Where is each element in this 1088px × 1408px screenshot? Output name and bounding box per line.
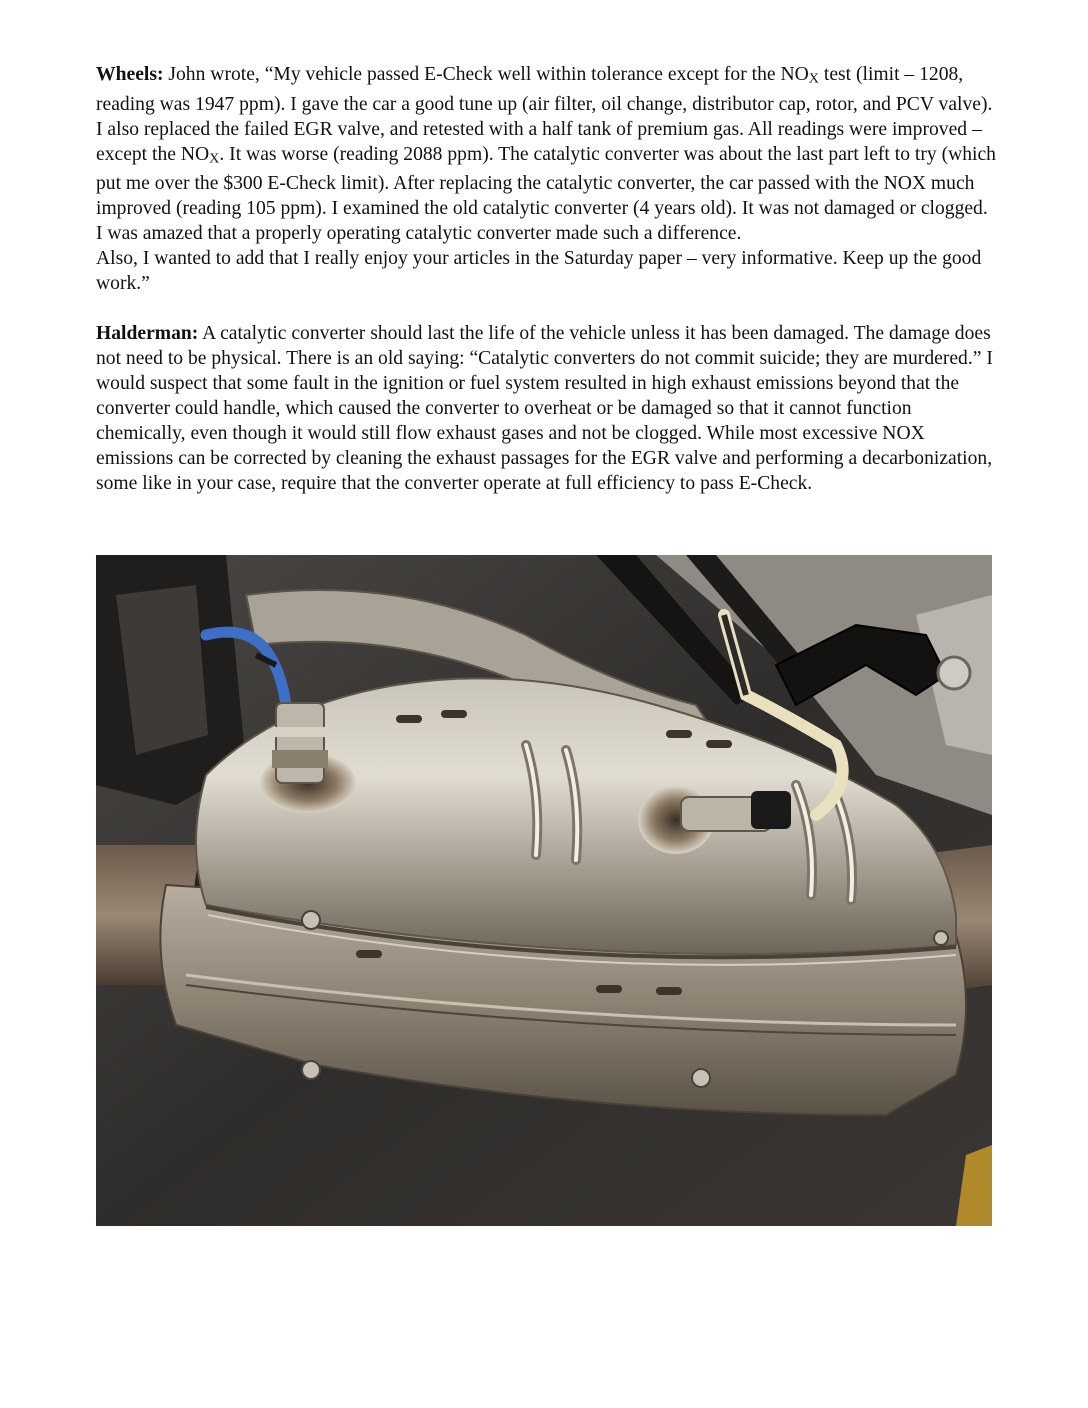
paragraph-gap: [96, 296, 996, 321]
halderman-speaker-label: Halderman:: [96, 323, 199, 345]
nox-subscript-2: X: [209, 150, 220, 167]
wheels-text-part-2: test (limit – 1208, reading was 1947 ppm). I gave the car a good tune up (air filter, oil change, distributor cap, rotor, and PCV valve). I also replaced the failed EGR valve, and retested with a half tank of premium gas. All readings were improved – except the NO: [96, 64, 993, 165]
halderman-paragraph: [96, 321, 996, 496]
wheels-text-part-3: . It was worse (reading 2088 ppm). The catalytic converter was about the last part left to try (which put me over the $300 E-Check limit). After replacing the catalytic converter, the car passed with the NOX much improved (reading 105 ppm). I examined the old catalytic converter (4 years old). It was not damaged or clogged. I was amazed that a properly operating catalytic converter made such a difference.: [96, 143, 996, 245]
halderman-text: A catalytic converter should last the life of the vehicle unless it has been damaged. The damage does not need to be physical. There is an old saying: “Catalytic converters do not commit suicide; they are murdered.” I would suspect that some fault in the ignition or fuel system resulted in high exhaust emissions beyond that the converter could handle, which caused the converter to overheat or be damaged so that it cannot function chemically, even though it would still flow exhaust gases and not be clogged. While most excessive NOX emissions can be corrected by cleaning the exhaust passages for the EGR valve and performing a decarbonization, some like in your case, require that the converter operate at full efficiency to pass E-Check.: [96, 323, 993, 495]
article-text: [96, 62, 996, 496]
wheels-speaker-label: Wheels:: [96, 64, 164, 85]
nox-subscript: X: [808, 70, 819, 87]
catalytic-converter-illustration: [96, 555, 992, 1226]
wheels-followup-paragraph: Also, I wanted to add that I really enjoy your articles in the Saturday paper – very informative. Keep up the good work.”: [96, 248, 982, 295]
catalytic-converter-photo: [96, 555, 992, 1226]
wheels-paragraph: [96, 62, 996, 246]
wheels-text-part-1: John wrote, “My vehicle passed E-Check well within tolerance except for the NO: [163, 64, 809, 85]
